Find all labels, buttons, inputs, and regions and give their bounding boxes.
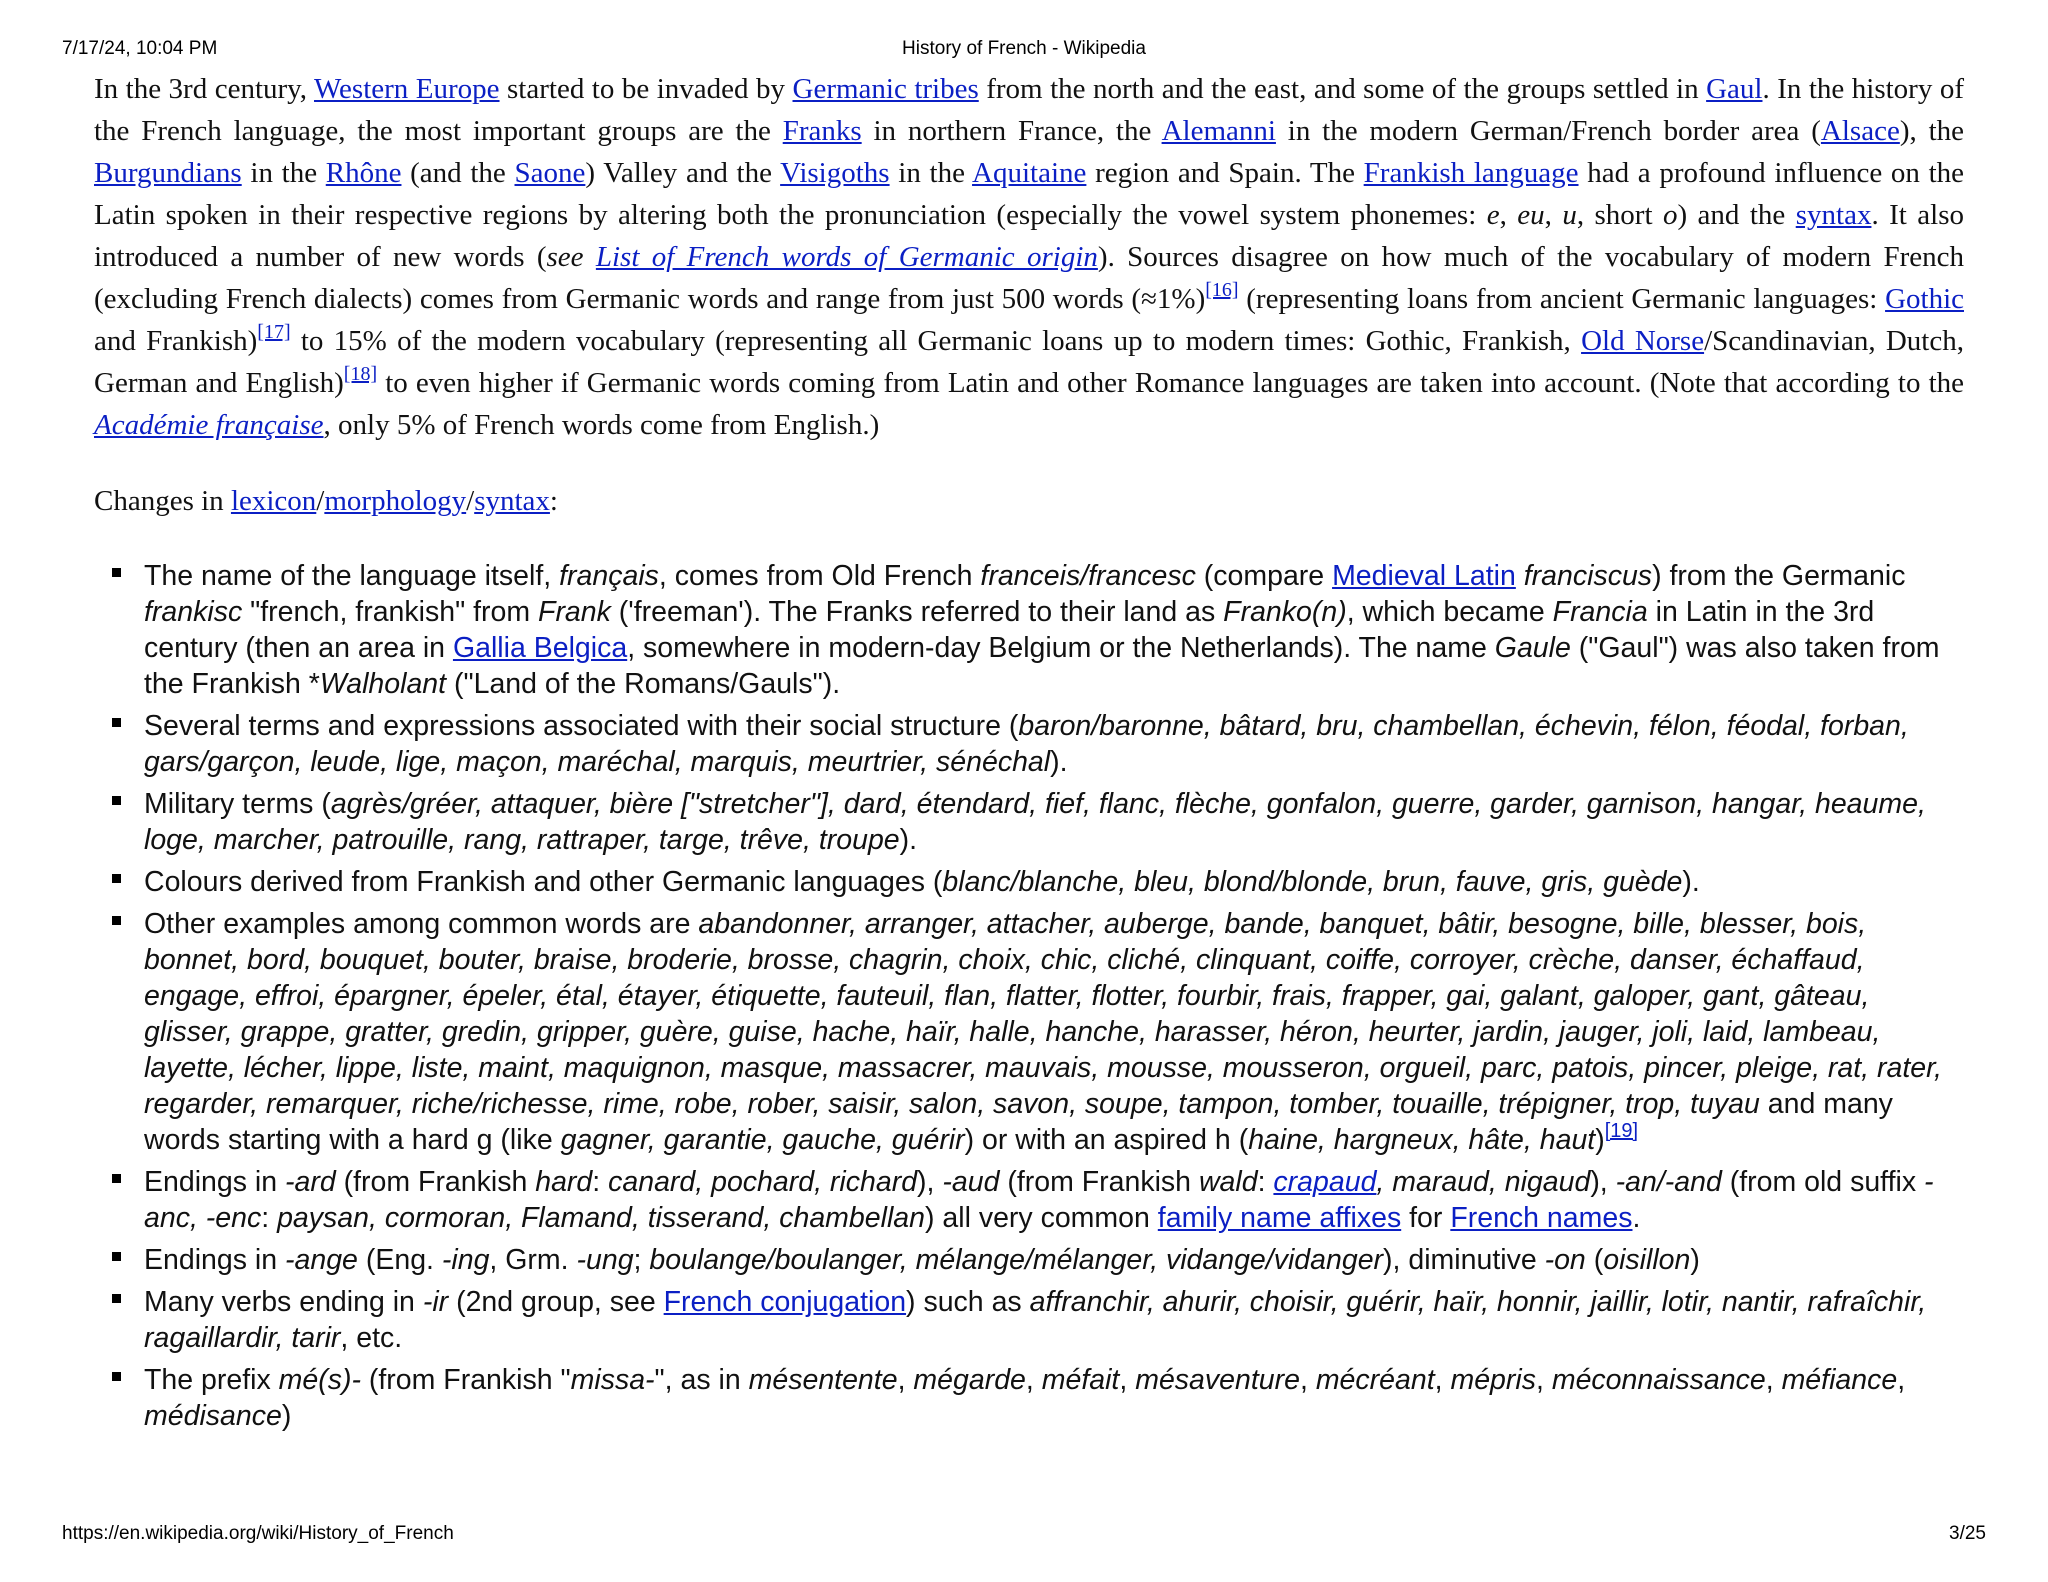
link-lexicon[interactable]: lexicon <box>230 485 317 517</box>
reference-17[interactable]: [17] <box>257 321 291 343</box>
print-url: https://en.wikipedia.org/wiki/History_of_French <box>62 1523 454 1544</box>
link-gothic[interactable]: Gothic <box>1885 283 1964 315</box>
link-gallia-belgica[interactable]: Gallia Belgica <box>452 632 628 664</box>
list-item: Endings in -ard (from Frankish hard: canard, pochard, richard), -aud (from Frankish wald: crapaud, maraud, nigaud), -an/-and (from old suffix -anc, -enc: paysan, cormoran, Flamand, tisserand, chambellan) all very common family name affixes for French names. <box>94 1164 1964 1236</box>
link-saone[interactable]: Saone <box>514 157 586 189</box>
link-morphology[interactable]: morphology <box>324 485 467 517</box>
bullet-icon <box>112 568 121 577</box>
bullet-icon <box>112 1174 121 1183</box>
bullet-icon <box>112 796 121 805</box>
list-item: Colours derived from Frankish and other Germanic languages (blanc/blanche, bleu, blond/blonde, brun, fauve, gris, guède). <box>94 864 1964 900</box>
print-page-number: 3/25 <box>1949 1523 1986 1544</box>
link-crapaud[interactable]: crapaud <box>1273 1166 1377 1198</box>
bullet-icon <box>112 916 121 925</box>
link-syntax[interactable]: syntax <box>1795 199 1872 231</box>
list-item: The prefix mé(s)- (from Frankish "missa-", as in mésentente, mégarde, méfait, mésaventure, mécréant, mépris, méconnaissance, méfiance, médisance) <box>94 1362 1964 1434</box>
list-item: Endings in -ange (Eng. -ing, Grm. -ung; boulange/boulanger, mélange/mélanger, vidange/vidanger), diminutive -on (oisillon) <box>94 1242 1964 1278</box>
bullet-icon <box>112 874 121 883</box>
germanic-changes-list <box>94 558 1964 1434</box>
link-family-name-affixes[interactable]: family name affixes <box>1157 1202 1402 1234</box>
link-rhone[interactable]: Rhône <box>325 157 402 189</box>
bullet-icon <box>112 718 121 727</box>
link-old-norse[interactable]: Old Norse <box>1581 325 1705 357</box>
bullet-icon <box>112 1294 121 1303</box>
link-franks[interactable]: Franks <box>782 115 862 147</box>
list-item: Military terms (agrès/gréer, attaquer, bière ["stretcher"], dard, étendard, fief, flanc, flèche, gonfalon, guerre, garder, garnison, hangar, heaume, loge, marcher, patrouille, rang, rattraper, targe, trêve, troupe). <box>94 786 1964 858</box>
link-frankish-language[interactable]: Frankish language <box>1363 157 1579 189</box>
link-germanic-tribes[interactable]: Germanic tribes <box>792 73 979 105</box>
list-item: Several terms and expressions associated with their social structure (baron/baronne, bâtard, bru, chambellan, échevin, félon, féodal, forban, gars/garçon, leude, lige, maçon, maréchal, marquis, meurtrier, sénéchal). <box>94 708 1964 780</box>
list-item: Other examples among common words are abandonner, arranger, attacher, auberge, bande, banquet, bâtir, besogne, bille, blesser, bois, bonnet, bord, bouquet, bouter, braise, broderie, brosse, chagrin, choix, chic, cliché, clinquant, coiffe, corroyer, crèche, danser, échaffaud, engage, effroi, épargner, épeler, étal, étayer, étiquette, fauteuil, flan, flatter, flotter, fourbir, frais, frapper, gai, galant, galoper, gant, gâteau, glisser, grappe, gratter, gredin, gripper, guère, guise, hache, haïr, halle, hanche, harasser, héron, heurter, jardin, jauger, joli, laid, lambeau, layette, lécher, lippe, liste, maint, maquignon, masque, massacrer, mauvais, mousse, mousseron, orgueil, parc, patois, pincer, pleige, rat, rater, regarder, remarquer, riche/richesse, rime, robe, rober, saisir, salon, savon, soupe, tampon, tomber, touaille, trépigner, trop, tuyau and many words starting with a hard g (like gagner, garantie, gauche, guérir) or with an aspired h (haine, hargneux, hâte, haut)[19] <box>94 906 1964 1158</box>
reference-19[interactable]: [19] <box>1604 1120 1639 1142</box>
link-french-conjugation[interactable]: French conjugation <box>663 1286 907 1318</box>
bullet-icon <box>112 1372 121 1381</box>
link-list-french-words-germanic[interactable]: List of French words of Germanic origin <box>595 241 1098 273</box>
link-french-names[interactable]: French names <box>1450 1202 1633 1234</box>
link-syntax-2[interactable]: syntax <box>474 485 550 517</box>
bullet-icon <box>112 1252 121 1261</box>
print-datetime: 7/17/24, 10:04 PM <box>62 38 218 59</box>
reference-16[interactable]: [16] <box>1205 279 1239 301</box>
link-medieval-latin[interactable]: Medieval Latin <box>1332 560 1516 592</box>
changes-heading: Changes in lexicon/morphology/syntax: <box>94 485 558 517</box>
link-gaul[interactable]: Gaul <box>1706 73 1763 105</box>
link-burgundians[interactable]: Burgundians <box>94 157 242 189</box>
link-alemanni[interactable]: Alemanni <box>1161 115 1276 147</box>
link-alsace[interactable]: Alsace <box>1820 115 1900 147</box>
list-item: Many verbs ending in -ir (2nd group, see French conjugation) such as affranchir, ahurir, choisir, guérir, haïr, honnir, jaillir, lotir, nantir, rafraîchir, ragaillardir, tarir, etc. <box>94 1284 1964 1356</box>
link-visigoths[interactable]: Visigoths <box>780 157 890 189</box>
link-academie-francaise[interactable]: Académie française <box>94 409 324 441</box>
list-item: The name of the language itself, français, comes from Old French franceis/francesc (compare Medieval Latin franciscus) from the Germanic frankisc "french, frankish" from Frank ('freeman'). The Franks referred to their land as Franko(n), which became Francia in Latin in the 3rd century (then an area in Gallia Belgica, somewhere in modern-day Belgium or the Netherlands). The name Gaule ("Gaul") was also taken from the Frankish *Walholant ("Land of the Romans/Gauls"). <box>94 558 1964 702</box>
print-page-title: History of French - Wikipedia <box>902 38 1146 59</box>
article-content <box>94 68 1964 1440</box>
intro-paragraph: In the 3rd century, Western Europe started to be invaded by Germanic tribes from the north and the east, and some of the groups settled in Gaul. In the history of the French language, the most important groups are the Franks in northern France, the Alemanni in the modern German/French border area (Alsace), the Burgundians in the Rhône (and the Saone) Valley and the Visigoths in the Aquitaine region and Spain. The Frankish language had a profound influence on the Latin spoken in their respective regions by altering both the pronunciation (especially the vowel system phonemes: e, eu, u, short o) and the syntax. It also introduced a number of new words (see List of French words of Germanic origin). Sources disagree on how much of the vocabulary of modern French (excluding French dialects) comes from Germanic words and range from just 500 words (≈1%)[16] (representing loans from ancient Germanic languages: Gothic and Frankish)[17] to 15% of the modern vocabulary (representing all Germanic loans up to modern times: Gothic, Frankish, Old Norse/Scandinavian, Dutch, German and English)[18] to even higher if Germanic words coming from Latin and other Romance languages are taken into account. (Note that according to the Académie française, only 5% of French words come from English.) <box>94 73 1965 441</box>
link-aquitaine[interactable]: Aquitaine <box>972 157 1087 189</box>
link-western-europe[interactable]: Western Europe <box>314 73 500 105</box>
reference-18[interactable]: [18] <box>343 363 378 385</box>
